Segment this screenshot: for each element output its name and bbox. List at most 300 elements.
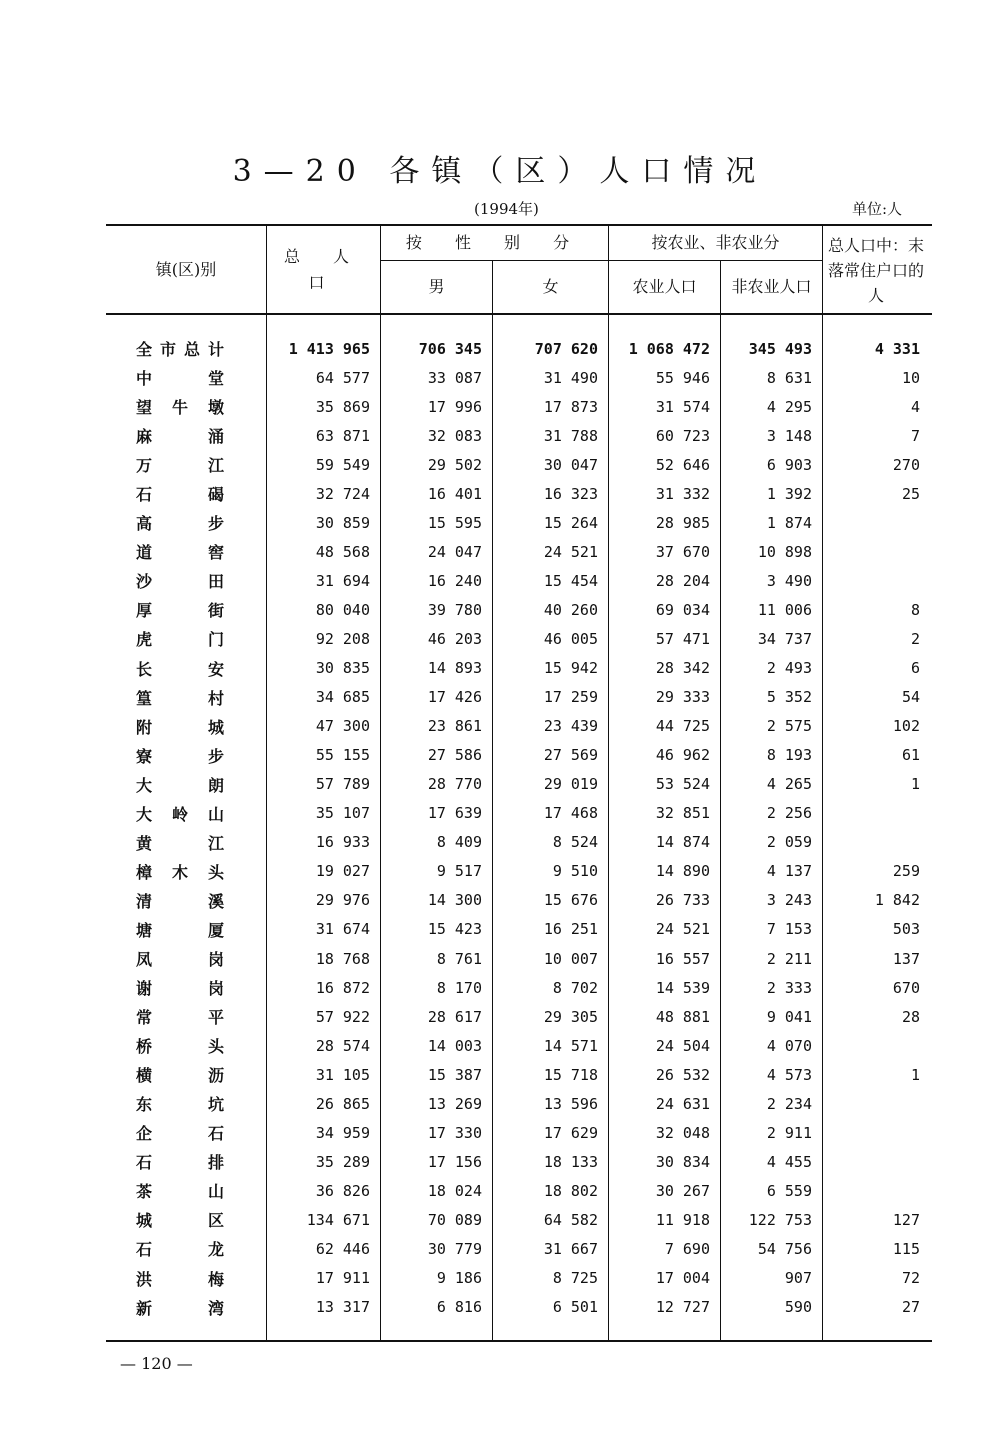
cell-male: 33 087 [427, 368, 482, 387]
region-name-text: 中 堂 [136, 369, 224, 389]
region-name-text: 篁 村 [136, 688, 224, 708]
cell-agri: 1 068 472 [628, 339, 710, 358]
cell-female: 18 133 [543, 1152, 598, 1171]
region-name [106, 595, 266, 624]
cell-agri: 52 646 [655, 455, 710, 474]
cell-total: 35 107 [315, 804, 370, 823]
cell-unreg [822, 508, 930, 537]
unit-label: 单位:人 [852, 200, 903, 218]
cell-nonagri: 7 153 [766, 920, 812, 939]
cell-female: 17 468 [543, 804, 598, 823]
cell-agri: 60 723 [655, 426, 710, 445]
cell-nonagri: 590 [784, 1298, 812, 1317]
cell-agri: 26 733 [655, 891, 710, 910]
cell-agri: 26 532 [655, 1065, 710, 1084]
region-name [106, 508, 266, 537]
cell-unreg: 10 [901, 368, 920, 387]
region-name [106, 363, 266, 392]
table-row [106, 1264, 930, 1293]
table-row [106, 654, 930, 683]
total-row [106, 334, 930, 363]
cell-female: 30 047 [543, 455, 598, 474]
cell-agri: 7 690 [664, 1239, 710, 1258]
cell-total: 19 027 [315, 862, 370, 881]
region-name [106, 828, 266, 857]
cell-male: 70 089 [427, 1210, 482, 1229]
region-name-text: 大 岭 山 [136, 804, 224, 824]
cell-agri: 44 725 [655, 717, 710, 736]
cell-unreg: 670 [892, 978, 920, 997]
cell-unreg [822, 1031, 930, 1060]
region-name-text: 常 平 [136, 1008, 224, 1028]
cell-nonagri: 4 265 [766, 775, 812, 794]
cell-agri: 28 985 [655, 513, 710, 532]
cell-female: 8 524 [552, 833, 598, 852]
cell-female: 18 802 [543, 1181, 598, 1200]
table-row [106, 712, 930, 741]
cell-total: 31 105 [315, 1065, 370, 1084]
cell-unreg: 61 [901, 746, 920, 765]
region-name-text: 茶 山 [136, 1182, 224, 1202]
cell-total: 31 694 [315, 571, 370, 590]
cell-nonagri: 4 295 [766, 397, 812, 416]
cell-male: 32 083 [427, 426, 482, 445]
cell-male: 14 003 [427, 1036, 482, 1055]
table-row [106, 624, 930, 653]
cell-total: 63 871 [315, 426, 370, 445]
cell-male: 30 779 [427, 1239, 482, 1258]
cell-agri: 24 631 [655, 1094, 710, 1113]
cell-male: 9 186 [436, 1269, 482, 1288]
header-total: 总 人 口 [283, 246, 364, 292]
cell-male: 8 170 [436, 978, 482, 997]
cell-total: 134 671 [306, 1210, 370, 1229]
region-name-text: 城 区 [136, 1211, 224, 1231]
cell-female: 8 702 [552, 978, 598, 997]
cell-agri: 24 504 [655, 1036, 710, 1055]
cell-agri: 14 539 [655, 978, 710, 997]
table-row [106, 363, 930, 392]
cell-male: 23 861 [427, 717, 482, 736]
cell-total: 35 869 [315, 397, 370, 416]
cell-nonagri: 1 874 [766, 513, 812, 532]
header-by-sex: 按 性 别 分 [405, 233, 584, 252]
cell-male: 14 300 [427, 891, 482, 910]
cell-nonagri: 11 006 [757, 600, 812, 619]
cell-nonagri: 9 041 [766, 1007, 812, 1026]
cell-total: 30 859 [315, 513, 370, 532]
region-name [106, 1089, 266, 1118]
table-row [106, 450, 930, 479]
region-name [106, 479, 266, 508]
cell-agri: 31 332 [655, 484, 710, 503]
cell-unreg: 127 [892, 1210, 920, 1229]
cell-nonagri: 2 211 [766, 949, 812, 968]
cell-nonagri: 8 193 [766, 746, 812, 765]
region-name-text: 全 市 总 计 [136, 340, 224, 360]
table-row [106, 1176, 930, 1205]
cell-nonagri: 8 631 [766, 368, 812, 387]
table-row [106, 1293, 930, 1322]
cell-total: 55 155 [315, 746, 370, 765]
region-name [106, 1060, 266, 1089]
cell-agri: 69 034 [655, 600, 710, 619]
population-table [106, 334, 930, 1322]
cell-female: 29 305 [543, 1007, 598, 1026]
cell-agri: 16 557 [655, 949, 710, 968]
region-name-text: 谢 岗 [136, 979, 224, 999]
cell-nonagri: 3 490 [766, 571, 812, 590]
cell-male: 706 345 [418, 339, 482, 358]
region-name [106, 915, 266, 944]
cell-female: 16 251 [543, 920, 598, 939]
cell-agri: 28 204 [655, 571, 710, 590]
region-name [106, 944, 266, 973]
region-name [106, 712, 266, 741]
cell-male: 17 156 [427, 1152, 482, 1171]
table-row [106, 392, 930, 421]
cell-agri: 48 881 [655, 1007, 710, 1026]
cell-male: 14 893 [427, 659, 482, 678]
table-row [106, 479, 930, 508]
cell-nonagri: 2 911 [766, 1123, 812, 1142]
cell-unreg [822, 1147, 930, 1176]
cell-unreg: 102 [892, 717, 920, 736]
cell-female: 27 569 [543, 746, 598, 765]
table-row [106, 1234, 930, 1263]
cell-nonagri: 3 243 [766, 891, 812, 910]
header-agri: 农业人口 [632, 277, 697, 296]
cell-male: 27 586 [427, 746, 482, 765]
region-name [106, 537, 266, 566]
table-row [106, 1205, 930, 1234]
region-name-text: 凤 岗 [136, 950, 224, 969]
region-name [106, 392, 266, 421]
table-row [106, 1147, 930, 1176]
table-row [106, 421, 930, 450]
cell-female: 707 620 [534, 339, 598, 358]
cell-female: 8 725 [552, 1269, 598, 1288]
cell-female: 9 510 [552, 862, 598, 881]
cell-nonagri: 4 070 [766, 1036, 812, 1055]
cell-nonagri: 4 137 [766, 862, 812, 881]
cell-male: 8 409 [436, 833, 482, 852]
cell-male: 8 761 [436, 949, 482, 968]
cell-unreg: 6 [910, 659, 920, 678]
cell-female: 13 596 [543, 1094, 598, 1113]
cell-male: 46 203 [427, 629, 482, 648]
cell-unreg: 137 [892, 949, 920, 968]
region-name [106, 566, 266, 595]
cell-agri: 11 918 [655, 1210, 710, 1229]
region-name-text: 黄 江 [136, 833, 224, 853]
region-name-text: 望 牛 墩 [136, 398, 224, 418]
region-name [106, 741, 266, 770]
header-region: 镇(区)别 [155, 259, 217, 279]
cell-female: 29 019 [543, 775, 598, 794]
table-row [106, 857, 930, 886]
cell-nonagri: 907 [784, 1269, 812, 1288]
cell-total: 28 574 [315, 1036, 370, 1055]
cell-agri: 14 874 [655, 833, 710, 852]
region-name-text: 石 碣 [136, 485, 224, 505]
region-name [106, 1002, 266, 1031]
cell-agri: 30 834 [655, 1152, 710, 1171]
region-name-text: 石 排 [136, 1153, 224, 1173]
cell-male: 15 387 [427, 1065, 482, 1084]
region-name [106, 1031, 266, 1060]
table-row [106, 828, 930, 857]
table-row [106, 1002, 930, 1031]
cell-female: 64 582 [543, 1210, 598, 1229]
cell-unreg: 259 [892, 862, 920, 881]
cell-total: 31 674 [315, 920, 370, 939]
cell-nonagri: 6 559 [766, 1181, 812, 1200]
cell-unreg: 115 [892, 1239, 920, 1258]
region-name [106, 624, 266, 653]
cell-nonagri: 3 148 [766, 426, 812, 445]
region-name [106, 421, 266, 450]
cell-nonagri: 2 059 [766, 833, 812, 852]
region-name-text: 大 朗 [136, 775, 224, 795]
region-name-text: 沙 田 [136, 572, 224, 592]
cell-total: 64 577 [315, 368, 370, 387]
region-name-text: 横 沥 [136, 1066, 224, 1086]
region-name [106, 683, 266, 712]
cell-agri: 46 962 [655, 746, 710, 765]
cell-female: 15 942 [543, 659, 598, 678]
region-name-text: 长 安 [136, 659, 224, 679]
region-name [106, 1147, 266, 1176]
cell-male: 24 047 [427, 542, 482, 561]
cell-total: 34 685 [315, 688, 370, 707]
cell-total: 47 300 [315, 717, 370, 736]
region-name [106, 973, 266, 1002]
cell-unreg [822, 1089, 930, 1118]
table-row [106, 1031, 930, 1060]
table-row [106, 683, 930, 712]
cell-female: 6 501 [552, 1298, 598, 1317]
region-name-text: 万 江 [136, 456, 224, 476]
header-bottom-rule [106, 313, 932, 315]
cell-total: 1 413 965 [288, 339, 370, 358]
cell-total: 57 922 [315, 1007, 370, 1026]
region-name [106, 654, 266, 683]
table-row [106, 537, 930, 566]
cell-unreg: 72 [901, 1269, 920, 1288]
header-female: 女 [542, 277, 559, 296]
cell-female: 24 521 [543, 542, 598, 561]
region-name [106, 450, 266, 479]
cell-male: 39 780 [427, 600, 482, 619]
cell-agri: 30 267 [655, 1181, 710, 1200]
cell-nonagri: 345 493 [748, 339, 812, 358]
region-name [106, 857, 266, 886]
cell-female: 31 490 [543, 368, 598, 387]
cell-male: 17 330 [427, 1123, 482, 1142]
cell-female: 31 667 [543, 1239, 598, 1258]
cell-total: 32 724 [315, 484, 370, 503]
cell-male: 28 617 [427, 1007, 482, 1026]
cell-nonagri: 122 753 [748, 1210, 812, 1229]
table-row [106, 886, 930, 915]
cell-nonagri: 2 575 [766, 717, 812, 736]
table-row [106, 944, 930, 973]
cell-female: 15 264 [543, 513, 598, 532]
region-name-text: 东 坑 [136, 1095, 224, 1115]
region-name [106, 334, 266, 363]
cell-agri: 29 333 [655, 688, 710, 707]
cell-agri: 14 890 [655, 862, 710, 881]
header-by-agri: 按农业、非农业分 [651, 233, 780, 252]
cell-total: 36 826 [315, 1181, 370, 1200]
cell-nonagri: 5 352 [766, 688, 812, 707]
cell-total: 34 959 [315, 1123, 370, 1142]
table-row [106, 741, 930, 770]
cell-unreg: 4 [910, 397, 920, 416]
region-name-text: 厚 街 [136, 601, 224, 621]
cell-total: 13 317 [315, 1298, 370, 1317]
cell-nonagri: 4 573 [766, 1065, 812, 1084]
cell-unreg [822, 828, 930, 857]
cell-female: 14 571 [543, 1036, 598, 1055]
cell-total: 62 446 [315, 1239, 370, 1258]
cell-total: 92 208 [315, 629, 370, 648]
cell-male: 18 024 [427, 1181, 482, 1200]
region-name [106, 770, 266, 799]
region-name-text: 樟 木 头 [136, 862, 224, 882]
region-name-text: 虎 门 [136, 630, 224, 650]
table-row [106, 508, 930, 537]
cell-unreg: 270 [892, 455, 920, 474]
cell-female: 15 676 [543, 891, 598, 910]
cell-unreg [822, 566, 930, 595]
cell-total: 57 789 [315, 775, 370, 794]
region-name [106, 799, 266, 828]
cell-male: 17 996 [427, 397, 482, 416]
region-name [106, 1176, 266, 1205]
cell-male: 16 401 [427, 484, 482, 503]
cell-unreg: 1 [910, 1065, 920, 1084]
region-name-text: 新 湾 [136, 1298, 224, 1318]
cell-nonagri: 34 737 [757, 629, 812, 648]
region-name-text: 清 溪 [136, 891, 224, 911]
cell-female: 31 788 [543, 426, 598, 445]
cell-nonagri: 6 903 [766, 455, 812, 474]
cell-unreg [822, 1118, 930, 1147]
region-name-text: 塘 厦 [136, 920, 224, 940]
cell-total: 26 865 [315, 1094, 370, 1113]
cell-agri: 28 342 [655, 659, 710, 678]
cell-male: 6 816 [436, 1298, 482, 1317]
cell-agri: 17 004 [655, 1269, 710, 1288]
cell-unreg: 4 331 [874, 339, 920, 358]
cell-agri: 53 524 [655, 775, 710, 794]
cell-agri: 57 471 [655, 629, 710, 648]
cell-female: 17 259 [543, 688, 598, 707]
cell-nonagri: 2 234 [766, 1094, 812, 1113]
region-name-text: 高 步 [136, 514, 224, 534]
table-row [106, 566, 930, 595]
table-row [106, 595, 930, 624]
bottom-rule [106, 1340, 932, 1342]
cell-female: 15 718 [543, 1065, 598, 1084]
cell-female: 16 323 [543, 484, 598, 503]
cell-male: 13 269 [427, 1094, 482, 1113]
cell-female: 23 439 [543, 717, 598, 736]
cell-total: 80 040 [315, 600, 370, 619]
region-name-text: 企 石 [136, 1124, 224, 1144]
year-note: (1994年) [474, 200, 539, 218]
cell-unreg: 503 [892, 920, 920, 939]
region-name-text: 麻 涌 [136, 427, 224, 447]
cell-total: 59 549 [315, 455, 370, 474]
region-name-text: 寮 步 [136, 746, 224, 766]
cell-total: 18 768 [315, 949, 370, 968]
cell-nonagri: 2 493 [766, 659, 812, 678]
header-male: 男 [428, 277, 445, 296]
cell-unreg: 1 842 [874, 891, 920, 910]
table-row [106, 1118, 930, 1147]
cell-unreg [822, 537, 930, 566]
cell-male: 29 502 [427, 455, 482, 474]
cell-agri: 31 574 [655, 397, 710, 416]
cell-nonagri: 4 455 [766, 1152, 812, 1171]
cell-male: 15 595 [427, 513, 482, 532]
cell-unreg: 27 [901, 1298, 920, 1317]
region-name-text: 道 窖 [136, 543, 224, 563]
cell-male: 15 423 [427, 920, 482, 939]
cell-total: 17 911 [315, 1269, 370, 1288]
cell-total: 35 289 [315, 1152, 370, 1171]
cell-total: 29 976 [315, 891, 370, 910]
table-row [106, 1060, 930, 1089]
cell-total: 16 933 [315, 833, 370, 852]
cell-agri: 32 851 [655, 804, 710, 823]
cell-agri: 32 048 [655, 1123, 710, 1142]
cell-female: 17 873 [543, 397, 598, 416]
table-row [106, 973, 930, 1002]
table-row [106, 770, 930, 799]
cell-unreg: 54 [901, 688, 920, 707]
cell-agri: 24 521 [655, 920, 710, 939]
region-name [106, 1234, 266, 1263]
cell-female: 17 629 [543, 1123, 598, 1142]
region-name [106, 1293, 266, 1322]
region-name [106, 1264, 266, 1293]
cell-unreg: 1 [910, 775, 920, 794]
region-name [106, 1205, 266, 1234]
region-name [106, 1118, 266, 1147]
table-row [106, 799, 930, 828]
cell-male: 28 770 [427, 775, 482, 794]
cell-nonagri: 10 898 [757, 542, 812, 561]
cell-nonagri: 2 333 [766, 978, 812, 997]
region-name-text: 附 城 [136, 717, 224, 737]
region-name [106, 886, 266, 915]
cell-unreg: 2 [910, 629, 920, 648]
cell-male: 9 517 [436, 862, 482, 881]
cell-total: 16 872 [315, 978, 370, 997]
cell-total: 48 568 [315, 542, 370, 561]
cell-male: 17 639 [427, 804, 482, 823]
cell-unreg: 25 [901, 484, 920, 503]
cell-nonagri: 2 256 [766, 804, 812, 823]
cell-agri: 55 946 [655, 368, 710, 387]
cell-female: 40 260 [543, 600, 598, 619]
cell-agri: 37 670 [655, 542, 710, 561]
header-unregistered: 总人口中：末落常住户口的人 [827, 235, 924, 305]
